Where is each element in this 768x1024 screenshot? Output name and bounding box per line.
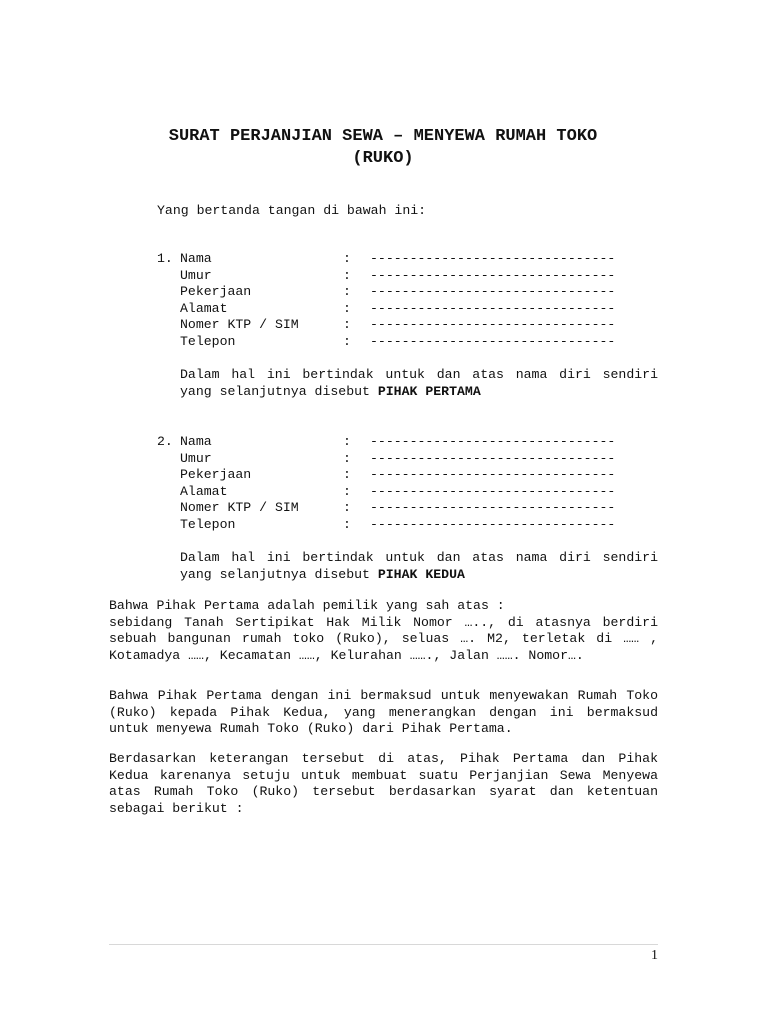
footer-rule xyxy=(109,944,658,945)
field-colon: : xyxy=(343,284,351,299)
field-colon: : xyxy=(343,333,351,349)
field-blank: ------------------------------- xyxy=(370,500,616,515)
field-row-pekerjaan xyxy=(180,284,660,301)
page-number: 1 xyxy=(651,948,658,963)
field-label: Pekerjaan xyxy=(180,467,252,482)
paragraph-agreement: Berdasarkan keterangan tersebut di atas, Pihak Pertama dan Pihak Kedua karenanya setuju untuk membuat suatu Perjanjian Sewa Menyewa atas Rumah Toko (Ruko) tersebut berdasarkan syarat dan ketentuan sebagai berikut : xyxy=(109,751,658,816)
field-row-ktp xyxy=(180,317,660,334)
field-row-telepon xyxy=(180,517,660,534)
field-blank: ------------------------------- xyxy=(370,267,616,283)
field-label: Nomer KTP / SIM xyxy=(180,317,299,332)
field-label: Nama xyxy=(180,251,212,266)
field-label: Alamat xyxy=(180,300,228,316)
title-line-2: (RUKO) xyxy=(352,149,414,168)
intro-text: Yang bertanda tangan di bawah ini: xyxy=(157,203,427,218)
field-colon: : xyxy=(343,267,351,283)
paragraph-intent: Bahwa Pihak Pertama dengan ini bermaksud untuk menyewakan Rumah Toko (Ruko) kepada Pihak Kedua, yang menerangkan dengan ini bermaksud untuk menyewa Rumah Toko (Ruko) dari Pihak Pertama. xyxy=(109,688,658,736)
field-label: Telepon xyxy=(180,333,236,349)
field-blank: ------------------------------- xyxy=(370,516,616,532)
paragraph-ownership xyxy=(109,598,658,664)
field-label: Alamat xyxy=(180,483,228,499)
field-label: Nama xyxy=(180,434,212,449)
field-colon: : xyxy=(343,434,351,449)
field-blank: ------------------------------- xyxy=(370,251,616,266)
field-label: Umur xyxy=(180,450,212,466)
field-blank: ------------------------------- xyxy=(370,434,616,449)
field-row-alamat xyxy=(180,484,660,501)
field-row-ktp xyxy=(180,500,660,517)
document-title xyxy=(108,126,658,170)
field-row-alamat xyxy=(180,301,660,318)
field-label: Umur xyxy=(180,267,212,283)
field-blank: ------------------------------- xyxy=(370,317,616,332)
field-colon: : xyxy=(343,300,351,316)
party-description xyxy=(180,550,658,583)
paragraph-body: sebidang Tanah Sertipikat Hak Milik Nomor ….., di atasnya berdiri sebuah bangunan rumah toko (Ruko), seluas …. M2, terletak di …… , Kotamadya ……, Kecamatan ……, Kelurahan ……., Jalan ……. Nomor…. xyxy=(109,614,658,663)
field-blank: ------------------------------- xyxy=(370,333,616,349)
paragraph-lead-line: Bahwa Pihak Pertama adalah pemilik yang sah atas : xyxy=(109,598,505,613)
field-colon: : xyxy=(343,500,351,515)
field-label: Nomer KTP / SIM xyxy=(180,500,299,515)
field-row-nama xyxy=(180,251,660,268)
field-colon: : xyxy=(343,251,351,266)
field-blank: ------------------------------- xyxy=(370,467,616,482)
field-blank: ------------------------------- xyxy=(370,284,616,299)
field-label: Pekerjaan xyxy=(180,284,252,299)
party-desc-text: Dalam hal ini bertindak untuk dan atas nama diri sendiri yang selanjutnya disebut xyxy=(180,550,658,582)
field-label: Telepon xyxy=(180,516,236,532)
party-description xyxy=(180,367,658,400)
field-blank: ------------------------------- xyxy=(370,450,616,466)
field-row-pekerjaan xyxy=(180,467,660,484)
field-colon: : xyxy=(343,450,351,466)
field-row-nama xyxy=(180,434,660,451)
field-row-telepon xyxy=(180,334,660,351)
field-colon: : xyxy=(343,317,351,332)
field-colon: : xyxy=(343,516,351,532)
party-number: 1. xyxy=(157,251,173,266)
party-number: 2. xyxy=(157,434,173,449)
field-colon: : xyxy=(343,483,351,499)
field-row-umur xyxy=(180,451,660,468)
party-role: PIHAK PERTAMA xyxy=(377,383,481,399)
field-colon: : xyxy=(343,467,351,482)
field-row-umur xyxy=(180,268,660,285)
title-line-1: SURAT PERJANJIAN SEWA – MENYEWA RUMAH TOKO xyxy=(168,127,598,146)
field-blank: ------------------------------- xyxy=(370,483,616,499)
field-blank: ------------------------------- xyxy=(370,300,616,316)
party-role: PIHAK KEDUA xyxy=(377,566,465,582)
party-desc-text: Dalam hal ini bertindak untuk dan atas nama diri sendiri yang selanjutnya disebut xyxy=(180,367,658,399)
